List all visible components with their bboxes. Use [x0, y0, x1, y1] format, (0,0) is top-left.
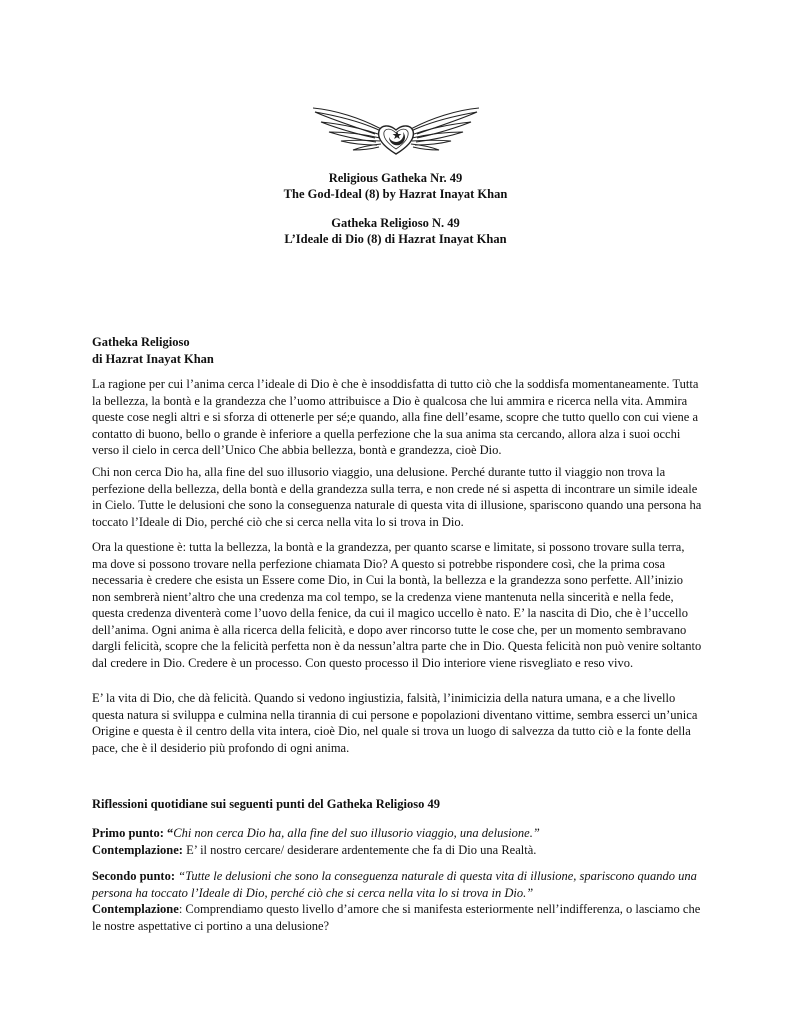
english-title-line2: The God-Ideal (8) by Hazrat Inayat Khan — [283, 187, 508, 201]
paragraph-text: La ragione per cui l’anima cerca l’ideale di Dio è che è insoddisfatta di tutto ciò che la soddisfa momentaneamente. Tutta la bellezza, la bontà e la grandezza che l’uomo attribuisce a Dio è qualcosa che lui ammira e ricerca nella vita. Ammira queste cose negli altri e si sforza di ottenerle per sé;e quando, alla fine dell’esame, scopre che tutto quello con cui viene a contatto di buono, bello o grande è inferiore a quella perfezione che la sua anima sta cercando, allora alza i suoi occhi verso il cielo in cerca dell’Unico Che abbia bellezza, bontà e grandezza, cioè Dio. — [92, 377, 699, 457]
english-title-line1: Religious Gatheka Nr. 49 — [328, 171, 463, 185]
paragraph-1 — [92, 376, 702, 459]
section-heading-line1: Gatheka Religioso — [92, 335, 190, 349]
reflection-point-1 — [92, 825, 702, 858]
contemplation-label: Contemplazione — [92, 902, 179, 916]
italian-title-block — [0, 215, 791, 247]
contemplation-text: : Comprendiamo questo livello d’amore che si manifesta esteriormente nell’indifferenza, o lasciamo che le nostre aspettative ci portino a una delusione? — [92, 902, 701, 933]
paragraph-text: E’ la vita di Dio, che dà felicità. Quando si vedono ingiustizia, falsità, l’inimicizia della natura umana, e a che livello questa natura si sviluppa e culmina nella tirannia di cui persone e popolazioni diventano vittime, sembra esserci un’unica Origine e questa è il centro della vita intera, cioè Dio, nel quale si trova un luogo di salvezza da tutto ciò e la fonte della pace, che è il desiderio più profondo di ogni anima. — [92, 691, 698, 755]
paragraph-text: Ora la questione è: tutta la bellezza, la bontà e la grandezza, per quanto scarse e limitate, si possono trovare sulla terra, ma dove si possono trovare nella perfezione chiamata Dio? A questo si potrebbe rispondere così, che la prima cosa necessaria è credere che esista un Essere come Dio, in Cui la bontà, la bellezza e la grandezza sono perfette. All’inizio non sembrerà nient’altro che una credenza ma col tempo, se la credenza viene mantenuta nella sincerità e nella fede, questa credenza diventerà come l’uovo della fenice, da cui il magico uccello è nato. E’ la nascita di Dio, che è l’uccello dell’anima. Ogni anima è alla ricerca della felicità, e dopo aver rincorso tutte le cose che, per un momento sembravano dargli felicità, scopre che la felicità perfetta non è da nessun’altra parte che in Dio. Questa felicità non può venire soltanto dal credere in Dio. Credere è un processo. Con questo processo il Dio interiore viene risvegliato e reso vivo. — [92, 540, 702, 670]
italian-title-line1: Gatheka Religioso N. 49 — [331, 216, 460, 230]
paragraph-3 — [92, 539, 702, 671]
paragraph-2 — [92, 464, 702, 530]
reflection-point-2 — [92, 868, 702, 934]
contemplation-label: Contemplazione: — [92, 842, 183, 857]
contemplation-text: E’ il nostro cercare/ desiderare ardentemente che fa di Dio una Realtà. — [182, 842, 537, 857]
point-label: Primo punto: “ — [92, 826, 174, 840]
point-quote-line — [92, 825, 702, 842]
english-title-block — [0, 170, 791, 202]
winged-heart-emblem-icon — [313, 104, 479, 160]
point-quote: Chi non cerca Dio ha, alla fine del suo illusorio viaggio, una delusione.” — [173, 826, 540, 840]
paragraph-4 — [92, 690, 702, 756]
point-quote-line — [92, 868, 702, 901]
contemplation-line — [92, 842, 702, 859]
italian-title-line2: L’Ideale di Dio (8) di Hazrat Inayat Khan — [284, 232, 507, 246]
contemplation-line — [92, 901, 702, 934]
section-heading-line2: di Hazrat Inayat Khan — [92, 351, 214, 366]
paragraph-text: Chi non cerca Dio ha, alla fine del suo illusorio viaggio, una delusione. Perché durante tutto il viaggio non trova la perfezione della bellezza, della bontà e della grandezza sulla terra, e non crede né si aspetta di incontrare un simile ideale in Cielo. Tutte le delusioni che sono la conseguenza naturale di questa vita di illusione, spariscono quando una persona ha toccato l’Ideale di Dio, perché ciò che si cerca nella vita lo si trova in Dio. — [92, 465, 702, 529]
section-heading — [92, 334, 702, 367]
point-quote: “Tutte le delusioni che sono la conseguenza naturale di questa vita di illusione, spariscono quando una persona ha toccato l’Ideale di Dio, perché ciò che si cerca nella vita lo si trova in Dio.” — [92, 869, 697, 900]
point-label: Secondo punto: — [92, 869, 179, 883]
reflections-heading: Riflessioni quotidiane sui seguenti punti del Gatheka Religioso 49 — [92, 797, 440, 811]
